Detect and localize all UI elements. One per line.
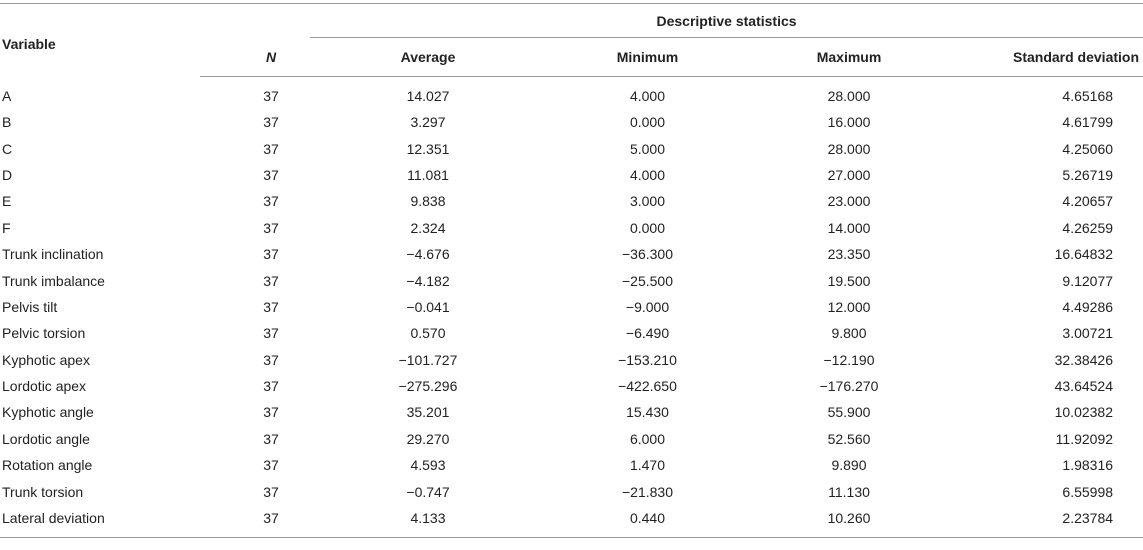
table-row — [0, 399, 1143, 425]
average-cell: −4.182 — [406, 272, 450, 289]
table-row — [0, 294, 1143, 320]
minimum-cell: 1.470 — [629, 457, 666, 474]
header-variable: Variable — [0, 4, 200, 77]
average-cell: 12.351 — [406, 140, 450, 157]
minimum-cell: −21.830 — [622, 483, 673, 500]
n-cell: 37 — [200, 505, 310, 538]
maximum-cell: 14.000 — [827, 219, 871, 236]
minimum-cell: −25.500 — [622, 272, 673, 289]
standard-deviation-cell: 6.55998 — [1062, 483, 1114, 500]
variable-cell: Rotation angle — [2, 457, 93, 474]
standard-deviation-cell: 1.98316 — [1062, 457, 1114, 474]
standard-deviation-cell: 9.12077 — [1062, 272, 1114, 289]
maximum-cell: 9.800 — [831, 325, 867, 342]
n-cell: 37 — [263, 114, 279, 131]
variable-cell: F — [2, 219, 11, 236]
maximum-cell: 23.000 — [827, 193, 871, 210]
header-standard-deviation: Standard deviation — [949, 38, 1143, 77]
n-cell: 37 — [263, 166, 279, 183]
maximum-cell: 19.500 — [827, 272, 871, 289]
standard-deviation-cell: 5.26719 — [1062, 166, 1114, 183]
table-row — [0, 426, 1143, 452]
table-row — [0, 373, 1143, 399]
average-cell: −101.727 — [398, 351, 458, 368]
standard-deviation-cell: 3.00721 — [1062, 325, 1114, 342]
standard-deviation-cell: 4.49286 — [1062, 298, 1114, 315]
standard-deviation-cell: 4.20657 — [1062, 193, 1114, 210]
maximum-cell: 28.000 — [827, 140, 871, 157]
average-cell: −0.041 — [406, 298, 450, 315]
n-cell: 37 — [263, 246, 279, 263]
minimum-cell: 4.000 — [629, 88, 666, 104]
minimum-cell: −6.490 — [625, 325, 670, 342]
variable-cell: Kyphotic angle — [2, 404, 94, 421]
table-row — [0, 215, 1143, 241]
variable-cell: Trunk imbalance — [2, 272, 105, 289]
average-cell: 2.324 — [410, 219, 446, 236]
standard-deviation-cell: 16.64832 — [1054, 246, 1114, 263]
variable-cell: Trunk torsion — [2, 483, 84, 500]
variable-cell: Lordotic apex — [2, 378, 87, 395]
n-cell: 37 — [263, 88, 279, 104]
maximum-cell: 28.000 — [827, 88, 871, 104]
header-descriptive-statistics: Descriptive statistics — [310, 4, 1143, 38]
n-cell: 37 — [263, 193, 279, 210]
standard-deviation-cell: 10.02382 — [1054, 404, 1114, 421]
header-maximum: Maximum — [749, 38, 949, 77]
average-cell: 4.593 — [410, 457, 446, 474]
n-cell: 37 — [263, 404, 279, 421]
n-cell: 37 — [263, 272, 279, 289]
variable-cell: C — [2, 140, 13, 157]
minimum-cell: 3.000 — [629, 193, 666, 210]
minimum-cell: −153.210 — [618, 351, 677, 368]
variable-cell: Kyphotic apex — [2, 351, 90, 368]
table-row — [0, 478, 1143, 504]
minimum-cell: 4.000 — [629, 166, 666, 183]
table-row — [0, 452, 1143, 478]
average-cell: 14.027 — [406, 88, 450, 104]
standard-deviation-cell: 2.23784 — [949, 505, 1143, 538]
variable-cell: E — [2, 193, 12, 210]
variable-cell: Trunk inclination — [2, 246, 104, 263]
header-n: N — [200, 38, 310, 77]
descriptive-statistics-table — [0, 3, 1143, 538]
maximum-cell: 52.560 — [827, 430, 871, 447]
n-cell: 37 — [263, 457, 279, 474]
maximum-cell: 23.350 — [827, 246, 871, 263]
average-cell: 3.297 — [410, 114, 446, 131]
n-cell: 37 — [263, 430, 279, 447]
average-cell: 0.570 — [410, 325, 446, 342]
maximum-cell: 12.000 — [827, 298, 871, 315]
table-row — [0, 347, 1143, 373]
minimum-cell: 0.440 — [546, 505, 749, 538]
average-cell: 29.270 — [406, 430, 450, 447]
n-cell: 37 — [263, 351, 279, 368]
minimum-cell: 15.430 — [626, 404, 669, 421]
n-cell: 37 — [263, 140, 279, 157]
variable-cell: Pelvic torsion — [2, 325, 86, 342]
header-average: Average — [310, 38, 546, 77]
table-header — [0, 4, 1143, 77]
minimum-cell: −36.300 — [622, 246, 673, 263]
maximum-cell: 55.900 — [827, 404, 871, 421]
minimum-cell: −422.650 — [618, 378, 677, 395]
maximum-cell: 11.130 — [828, 483, 870, 500]
minimum-cell: 6.000 — [629, 430, 666, 447]
table-row — [0, 162, 1143, 188]
minimum-cell: −9.000 — [625, 298, 670, 315]
variable-cell: A — [2, 87, 12, 104]
maximum-cell: 9.890 — [831, 457, 867, 474]
maximum-cell: 10.260 — [749, 505, 949, 538]
standard-deviation-cell: 4.65168 — [1062, 88, 1114, 104]
standard-deviation-cell: 4.25060 — [1062, 140, 1114, 157]
average-cell: −4.676 — [406, 246, 450, 263]
variable-cell: Lateral deviation — [0, 505, 200, 538]
n-cell: 37 — [263, 298, 279, 315]
variable-cell: B — [2, 114, 12, 131]
maximum-cell: 16.000 — [827, 114, 871, 131]
n-cell: 37 — [263, 219, 279, 236]
average-cell: 9.838 — [410, 193, 446, 210]
variable-cell: Lordotic angle — [2, 430, 90, 447]
minimum-cell: 0.000 — [629, 114, 666, 131]
variable-cell: D — [2, 166, 13, 183]
table-row — [0, 267, 1143, 293]
maximum-cell: −12.190 — [823, 351, 875, 368]
average-cell: 11.081 — [407, 166, 449, 183]
minimum-cell: 5.000 — [629, 140, 666, 157]
table-row — [0, 109, 1143, 135]
header-minimum: Minimum — [546, 38, 749, 77]
standard-deviation-cell: 4.26259 — [1062, 219, 1114, 236]
standard-deviation-cell: 43.64524 — [1054, 378, 1114, 395]
average-cell: −0.747 — [406, 483, 450, 500]
standard-deviation-cell: 32.38426 — [1054, 351, 1114, 368]
table-row — [0, 320, 1143, 346]
table-row — [0, 188, 1143, 214]
average-cell: 4.133 — [310, 505, 546, 538]
n-cell: 37 — [263, 325, 279, 342]
variable-cell: Pelvis tilt — [2, 298, 58, 315]
maximum-cell: 27.000 — [827, 166, 871, 183]
average-cell: 35.201 — [406, 404, 450, 421]
average-cell: −275.296 — [398, 378, 458, 395]
n-cell: 37 — [263, 378, 279, 395]
table-row — [0, 505, 1143, 538]
table-body — [0, 77, 1143, 538]
standard-deviation-cell: 4.61799 — [1062, 114, 1114, 131]
n-cell: 37 — [263, 483, 279, 500]
table-row — [0, 241, 1143, 267]
standard-deviation-cell: 11.92092 — [1055, 430, 1114, 447]
maximum-cell: −176.270 — [819, 378, 879, 395]
table-row — [0, 77, 1143, 110]
minimum-cell: 0.000 — [629, 219, 666, 236]
header-spacer — [200, 4, 310, 38]
table-row — [0, 135, 1143, 161]
